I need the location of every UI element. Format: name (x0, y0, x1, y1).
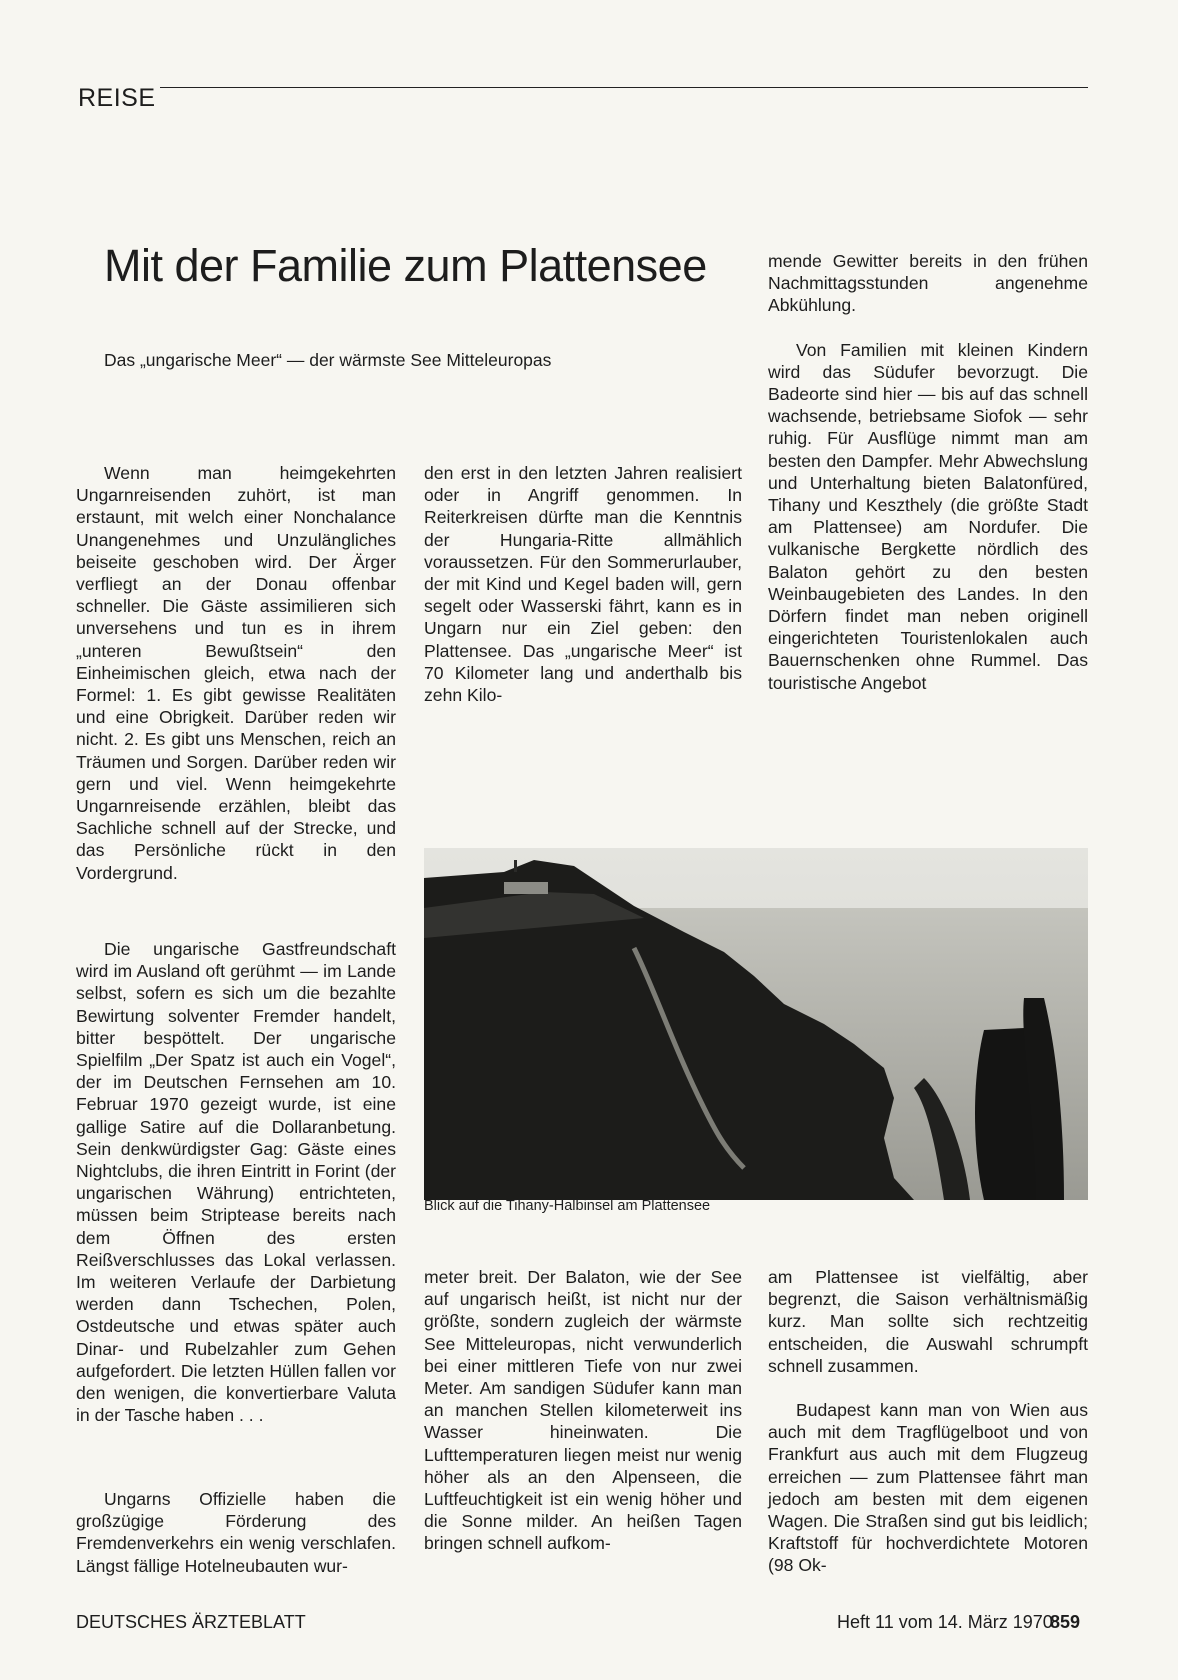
page-number: 859 (1050, 1612, 1081, 1632)
column-1-middle (76, 938, 396, 1426)
column-3-top (768, 250, 1088, 694)
column-3-bottom (768, 1266, 1088, 1577)
paragraph: am Plattensee ist vielfältig, aber begrenzt, die Saison verhältnismäßig kurz. Man sollte sich rechtzeitig entscheiden, die Auswahl schrumpft schnell zusammen. (768, 1267, 1088, 1376)
paragraph: den erst in den letzten Jahren realisiert oder in Angriff genommen. In Reiterkreisen dürfte man die Kenntnis der Hungaria-Ritte allmählich voraussetzen. Für den Sommerurlauber, der mit Kind und Kegel baden will, gern segelt oder Wasserski fährt, kann es in Ungarn nur ein Ziel geben: den Plattensee. Das „ungarische Meer“ ist 70 Kilometer lang und anderthalb bis zehn Kilo- (424, 463, 742, 706)
section-rule (160, 87, 1088, 88)
section-label: REISE (78, 84, 156, 112)
paragraph: Wenn man heimgekehrten Ungarnreisenden zuhört, ist man erstaunt, mit welch einer Nonchalance Unangenehmes und Unzulängliches beiseite geschoben wird. Der Ärger verfliegt an der Donau offenbar schneller. Die Gäste assimilieren sich unversehens und tun es in ihrem „unteren Bewußtsein“ den Einheimischen gleich, etwa nach der Formel: 1. Es gibt gewisse Realitäten und eine Obrigkeit. Darüber reden wir nicht. 2. Es gibt uns Menschen, reich an Träumen und Sorgen. Darüber reden wir gern und viel. Wenn heimgekehrte Ungarnreisende erzählen, bleibt das Sachliche schnell auf der Strecke, und das Persönliche rückt in den Vordergrund. (76, 463, 396, 883)
paragraph: Budapest kann man von Wien aus auch mit dem Tragflügelboot und von Frankfurt aus auch mit dem Flugzeug erreichen — zum Plattensee fährt man jedoch am besten mit dem eigenen Wagen. Die Straßen sind gut bis leidlich; Kraftstoff für hochverdichtete Motoren (98 Ok- (768, 1400, 1088, 1576)
paragraph: Von Familien mit kleinen Kindern wird das Südufer bevorzugt. Die Badeorte sind hier — bis auf das schnell wachsende, betriebsame Siofok — sehr ruhig. Für Ausflüge nimmt man am besten den Dampfer. Mehr Abwechslung und Unterhaltung bieten Balatonfüred, Tihany und Keszthely (die größte Stadt am Plattensee) am Nordufer. Die vulkanische Bergkette nördlich des Balaton gehört zu den besten Weinbaugebieten des Landes. In den Dörfern findet man neben originell eingerichteten Touristenlokalen auch Bauernschenken ohne Rummel. Das touristische Angebot (768, 339, 1088, 693)
paragraph: Die ungarische Gastfreundschaft wird im Ausland oft gerühmt — im Lande selbst, sofern es sich um die bezahlte Bewirtung solventer Fremder handelt, bitter bespöttelt. Der ungarische Spielfilm „Der Spatz ist auch ein Vogel“, der im Deutschen Fernsehen am 10. Februar 1970 gezeigt wurde, ist eine gallige Satire auf die Dollaranbetung. Sein denkwürdigster Gag: Gäste eines Nightclubs, die ihren Eintritt in Forint (der ungarischen Währung) entrichteten, müssen beim Striptease bereits nach dem Öffnen des ersten Reißverschlusses das Lokal verlassen. Im weiteren Verlaufe der Darbietung werden dann Tschechen, Polen, Ostdeutsche und etwas später auch Dinar- und Rubelzahler zum Gehen aufgefordert. Die letzten Hüllen fallen vor den wenigen, die konvertierbare Valuta in der Tasche haben . . . (76, 939, 396, 1426)
article-title: Mit der Familie zum Plattensee (104, 240, 707, 291)
column-2-bottom (424, 1266, 742, 1555)
column-1-top (76, 462, 396, 884)
paragraph: meter breit. Der Balaton, wie der See auf ungarisch heißt, ist nicht nur der größte, sondern zugleich der wärmste See Mitteleuropas, nicht verwunderlich bei einer mittleren Tiefe von nur zwei Meter. Am sandigen Südufer kann man an manchen Stellen kilometerweit ins Wasser hineinwaten. Die Lufttemperaturen liegen meist nur wenig höher als an den Alpenseen, die Luftfeuchtigkeit ist ein wenig höher und die Sonne milder. An heißen Tagen bringen schnell aufkom- (424, 1267, 742, 1554)
article-subtitle: Das „ungarische Meer“ — der wärmste See Mitteleuropas (104, 350, 552, 370)
issue-info: Heft 11 vom 14. März 1970 (837, 1612, 1053, 1632)
journal-name: DEUTSCHES ÄRZTEBLATT (76, 1612, 306, 1632)
lake-photo (424, 848, 1088, 1200)
photo-caption: Blick auf die Tihany-Halbinsel am Plattensee (424, 1198, 711, 1214)
column-1-bottom (76, 1488, 396, 1577)
paragraph: Ungarns Offizielle haben die großzügige Förderung des Fremdenverkehrs ein wenig verschlafen. Längst fällige Hotelneubauten wur- (76, 1489, 396, 1576)
column-2-top (424, 462, 742, 706)
paragraph: mende Gewitter bereits in den frühen Nachmittagsstunden angenehme Abkühlung. (768, 251, 1088, 316)
